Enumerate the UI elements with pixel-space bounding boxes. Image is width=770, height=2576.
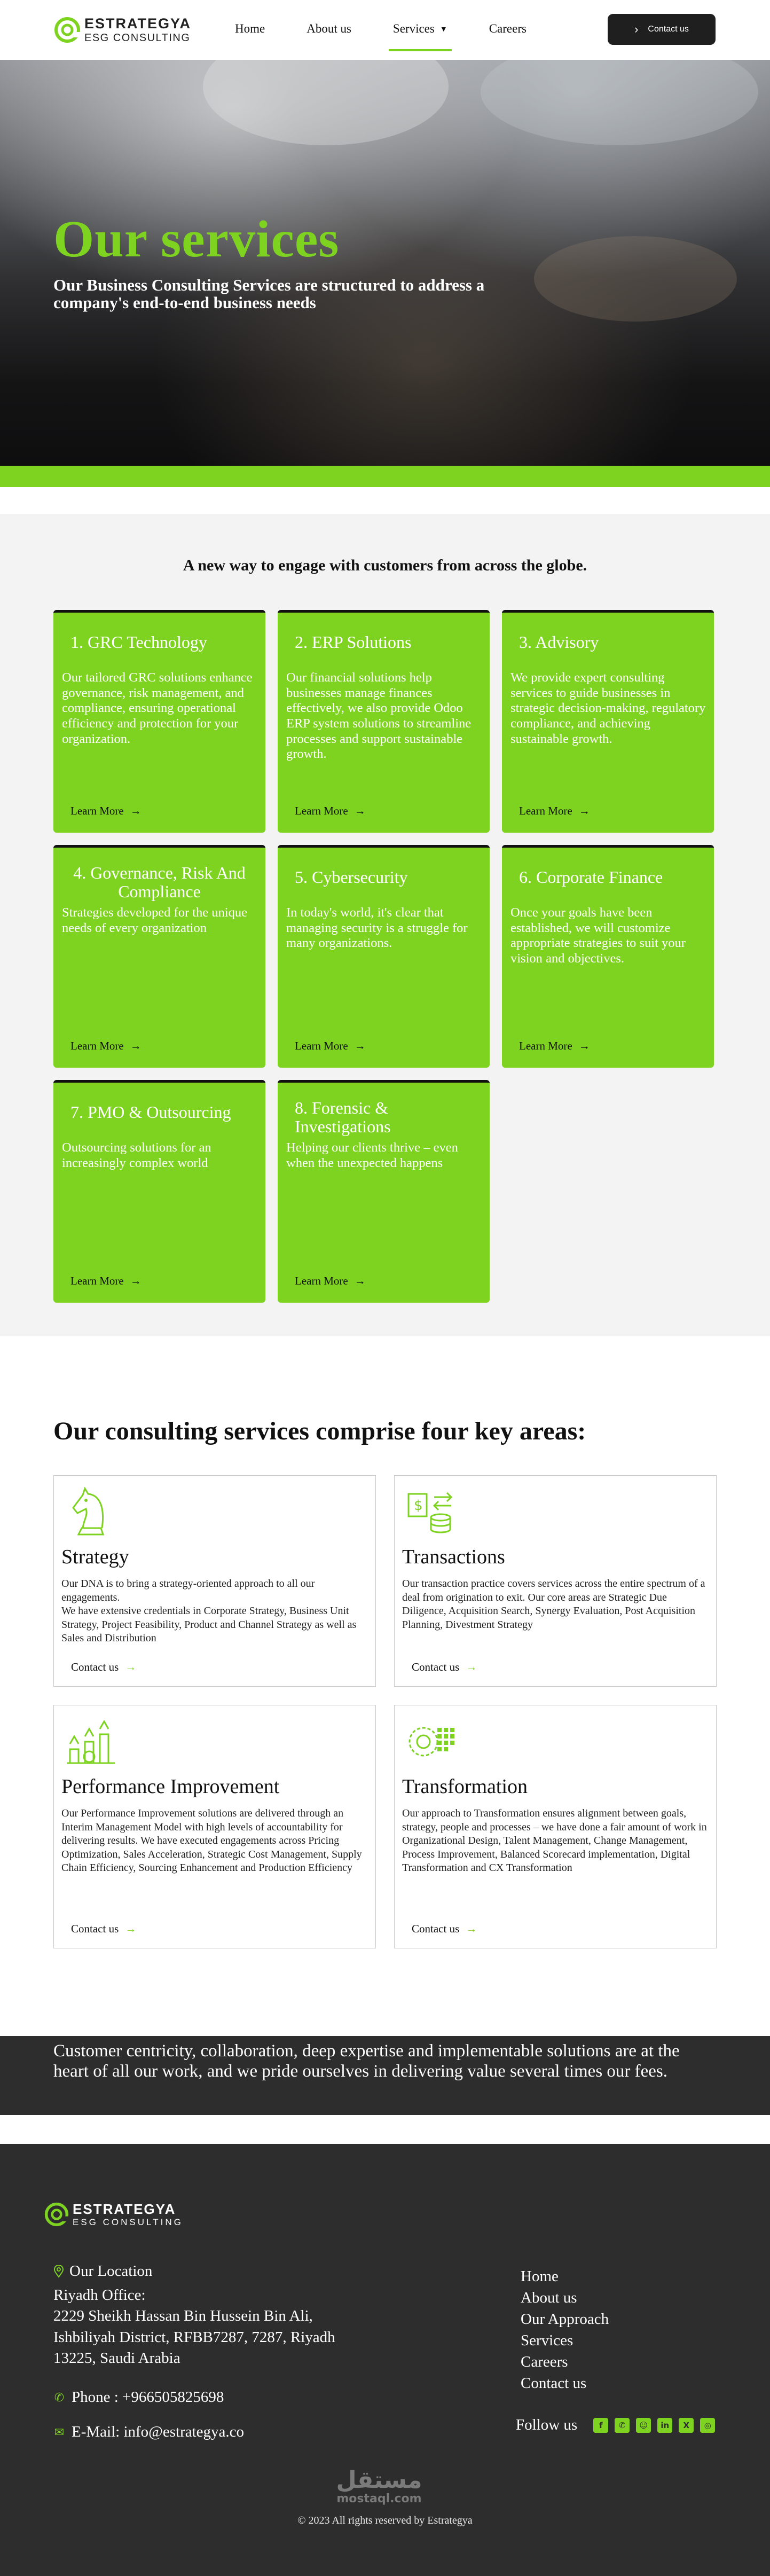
accent-band bbox=[0, 466, 770, 487]
social-icons bbox=[593, 2418, 721, 2433]
key-area-description: Our Performance Improvement solutions are delivered through an Interim Management Model with high levels of accountability for delivering results. We have executed engagements across Pricing Optimization, Sales Acceleration, Strategic Cost Management, Supply Chain Efficiency, Sourcing Enhancement and Production Efficiency bbox=[61, 1807, 362, 1874]
footer-link-contact-us[interactable]: Contact us bbox=[521, 2375, 587, 2392]
x-icon[interactable]: X bbox=[679, 2418, 694, 2433]
service-card-forensic bbox=[278, 1080, 490, 1303]
service-card-title: 2. ERP Solutions bbox=[295, 632, 412, 652]
hero-background-image bbox=[203, 60, 449, 145]
service-card-title: 1. GRC Technology bbox=[70, 632, 207, 652]
logo-tagline: ESG CONSULTING bbox=[84, 32, 191, 44]
arrow-right-icon: → bbox=[354, 1039, 366, 1052]
contact-us-link-label: Contact us bbox=[412, 1922, 460, 1935]
learn-more-label: Learn More bbox=[295, 1039, 348, 1052]
service-card-title: 8. Forensic & Investigations bbox=[295, 1098, 391, 1136]
key-area-card-strategy bbox=[53, 1475, 376, 1687]
site-header bbox=[0, 0, 770, 60]
contact-us-label: Contact us bbox=[648, 25, 689, 34]
service-card-description: Outsourcing solutions for an increasingly complex world bbox=[62, 1140, 211, 1170]
location-heading bbox=[53, 2262, 152, 2280]
footer-logo[interactable] bbox=[44, 2202, 183, 2227]
watermark-arabic: مستقل bbox=[336, 2467, 422, 2494]
value-statement bbox=[0, 2036, 770, 2115]
key-area-title: Strategy bbox=[61, 1546, 129, 1568]
logo-icon bbox=[53, 16, 81, 44]
service-card-erp bbox=[278, 610, 490, 833]
service-card-title: 3. Advisory bbox=[519, 632, 599, 652]
learn-more-link[interactable] bbox=[70, 1039, 142, 1053]
service-card-governance bbox=[53, 845, 265, 1068]
nav-services-label: Services bbox=[392, 22, 435, 35]
copyright: © 2023 All rights reserved by Estrategya bbox=[297, 2515, 473, 2526]
learn-more-link[interactable] bbox=[70, 804, 142, 818]
key-area-title: Transactions bbox=[402, 1546, 505, 1568]
hero-banner bbox=[0, 60, 770, 466]
contact-us-link[interactable] bbox=[412, 1922, 477, 1936]
contact-us-link-label: Contact us bbox=[71, 1922, 119, 1935]
learn-more-link[interactable] bbox=[295, 1039, 366, 1053]
email-text: E-Mail: info@estrategya.co bbox=[72, 2423, 245, 2440]
growth-icon bbox=[61, 1712, 120, 1771]
learn-more-label: Learn More bbox=[70, 1039, 124, 1052]
service-card-title: 4. Governance, Risk And Compliance bbox=[73, 863, 246, 901]
key-area-description: Our transaction practice covers services across the entire spectrum of a deal from origination to exit. Our core areas are Strategic Due Diligence, Acquisition Search, Synergy Evaluation, Post Acquisition Planning, Divestment Strategy bbox=[402, 1578, 705, 1631]
arrow-right-icon: → bbox=[578, 804, 590, 817]
page-title: Our services bbox=[53, 210, 340, 268]
phone-text: Phone : +966505825698 bbox=[72, 2389, 224, 2406]
footer-link-our-approach[interactable]: Our Approach bbox=[521, 2311, 609, 2328]
arrow-right-icon: → bbox=[354, 804, 366, 817]
service-card-description: Our tailored GRC solutions enhance governance, risk management, and compliance, ensuring operational efficiency and protection for your organization. bbox=[62, 670, 253, 746]
key-area-card-performance-improvement bbox=[53, 1705, 376, 1948]
value-statement-text: Customer centricity, collaboration, deep expertise and implementable solutions are at the heart of all our work, and we pride ourselves in delivering value several times our fees. bbox=[53, 2041, 680, 2081]
email-contact[interactable] bbox=[53, 2423, 244, 2441]
contact-us-button[interactable] bbox=[608, 14, 716, 45]
snapchat-icon[interactable]: ☺ bbox=[636, 2418, 651, 2433]
contact-us-link[interactable] bbox=[71, 1922, 136, 1936]
services-heading: A new way to engage with customers from across the globe. bbox=[183, 557, 587, 574]
learn-more-link[interactable] bbox=[295, 804, 366, 818]
learn-more-label: Learn More bbox=[70, 1274, 124, 1287]
logo-icon bbox=[44, 2202, 69, 2227]
instagram-icon[interactable]: ◎ bbox=[700, 2418, 715, 2433]
footer-link-home[interactable]: Home bbox=[521, 2268, 559, 2285]
logo-name: ESTRATEGYA bbox=[73, 2201, 176, 2217]
nav-home[interactable]: Home bbox=[235, 22, 265, 35]
footer-link-careers[interactable]: Careers bbox=[521, 2353, 568, 2370]
hero-background-image bbox=[481, 60, 758, 145]
key-areas-section bbox=[0, 1336, 770, 2036]
phone-contact[interactable] bbox=[53, 2389, 224, 2406]
key-area-card-transactions bbox=[394, 1475, 717, 1687]
service-card-description: In today's world, it's clear that managing security is a struggle for many organizations. bbox=[286, 905, 468, 951]
arrow-right-icon: → bbox=[130, 804, 142, 817]
contact-us-link[interactable] bbox=[412, 1661, 477, 1674]
key-areas-heading: Our consulting services comprise four key areas: bbox=[53, 1417, 586, 1445]
service-card-description: Helping our clients thrive – even when the unexpected happens bbox=[286, 1140, 458, 1170]
address-line: 13225, Saudi Arabia bbox=[53, 2350, 180, 2367]
services-section bbox=[0, 514, 770, 1336]
hero-subtitle: Our Business Consulting Services are structured to address a company's end-to-end business needs bbox=[53, 276, 485, 312]
contact-us-link-label: Contact us bbox=[71, 1661, 119, 1673]
nav-services[interactable] bbox=[393, 0, 447, 53]
main-nav bbox=[235, 0, 568, 53]
address-line: Ishbiliyah District, RFBB7287, 7287, Riyadh bbox=[53, 2328, 335, 2346]
service-card-description: Our financial solutions help businesses manage finances effectively, we also provide Odoo ERP system solutions to streamline processes and support sustainable growth. bbox=[286, 670, 472, 762]
service-card-description: Once your goals have been established, we will customize appropriate strategies to suit your vision and objectives. bbox=[510, 905, 686, 966]
office-address bbox=[53, 2285, 352, 2369]
arrow-right-icon: → bbox=[466, 1661, 477, 1673]
service-card-description: We provide expert consulting services to guide businesses in strategic decision-making, regulatory compliance, and achieving sustainable growth. bbox=[510, 670, 706, 746]
key-area-title: Transformation bbox=[402, 1775, 528, 1798]
knight-icon bbox=[61, 1482, 120, 1541]
key-area-title: Performance Improvement bbox=[61, 1775, 280, 1798]
logo-name: ESTRATEGYA bbox=[84, 15, 192, 32]
contact-us-link[interactable] bbox=[71, 1661, 136, 1674]
service-card-title: 7. PMO & Outsourcing bbox=[70, 1102, 231, 1122]
key-area-description: Our approach to Transformation ensures alignment between goals, strategy, people and processes – we have done a fair amount of work in Organizational Design, Talent Management, Change Management, Process Improvement, Balanced Scorecard implementation, Digital Transformation and CX Transformation bbox=[402, 1807, 707, 1874]
hero-background-image bbox=[534, 236, 737, 322]
arrow-right-icon: → bbox=[130, 1039, 142, 1052]
learn-more-label: Learn More bbox=[519, 1039, 572, 1052]
service-card-pmo bbox=[53, 1080, 265, 1303]
service-card-description: Strategies developed for the unique needs of every organization bbox=[62, 905, 247, 935]
footer-link-about-us[interactable]: About us bbox=[521, 2289, 577, 2306]
learn-more-label: Learn More bbox=[519, 804, 572, 817]
learn-more-link[interactable] bbox=[519, 804, 590, 818]
footer-link-services[interactable]: Services bbox=[521, 2332, 573, 2349]
learn-more-label: Learn More bbox=[70, 804, 124, 817]
key-area-card-transformation bbox=[394, 1705, 717, 1948]
linkedin-icon[interactable]: in bbox=[657, 2418, 672, 2433]
arrow-right-icon: → bbox=[578, 1039, 590, 1052]
service-card-title: 6. Corporate Finance bbox=[519, 867, 663, 887]
service-card-advisory bbox=[502, 610, 714, 833]
service-card-cybersecurity bbox=[278, 845, 490, 1068]
service-card-grc bbox=[53, 610, 265, 833]
learn-more-link[interactable] bbox=[519, 1039, 590, 1053]
watermark bbox=[326, 2469, 433, 2505]
learn-more-link[interactable] bbox=[295, 1274, 366, 1288]
learn-more-label: Learn More bbox=[295, 804, 348, 817]
learn-more-label: Learn More bbox=[295, 1274, 348, 1287]
address-line: 2229 Sheikh Hassan Bin Hussein Bin Ali, bbox=[53, 2307, 313, 2325]
transformation-icon bbox=[402, 1712, 461, 1771]
arrow-right-icon: → bbox=[354, 1274, 366, 1287]
svg-text:$: $ bbox=[414, 1498, 423, 1514]
key-area-description: Our DNA is to bring a strategy-oriented approach to all our engagements. We have extensive credentials in Corporate Strategy, Business Unit Strategy, Project Feasibility, Product and Channel Strategy as well as Sales and Distribution bbox=[61, 1578, 357, 1645]
chevron-right-icon: › bbox=[634, 22, 639, 36]
follow-us-label: Follow us bbox=[516, 2416, 578, 2433]
mail-icon: ✉ bbox=[54, 2425, 65, 2439]
nav-about-us[interactable]: About us bbox=[307, 22, 351, 35]
arrow-right-icon: → bbox=[466, 1922, 477, 1935]
site-footer bbox=[0, 2144, 770, 2576]
service-card-title: 5. Cybersecurity bbox=[295, 867, 408, 887]
nav-careers[interactable]: Careers bbox=[489, 22, 527, 35]
chevron-down-icon: ▼ bbox=[439, 26, 447, 34]
facebook-icon[interactable]: f bbox=[593, 2418, 608, 2433]
whatsapp-icon[interactable]: ✆ bbox=[615, 2418, 630, 2433]
footer-nav bbox=[521, 2266, 609, 2394]
watermark-domain: mostaql.com bbox=[336, 2492, 422, 2505]
arrow-right-icon: → bbox=[125, 1922, 137, 1935]
learn-more-link[interactable] bbox=[70, 1274, 142, 1288]
office-label: Riyadh Office: bbox=[53, 2287, 146, 2304]
location-title: Our Location bbox=[69, 2262, 153, 2280]
logo-tagline: ESG CONSULTING bbox=[73, 2217, 183, 2227]
phone-icon: ✆ bbox=[54, 2390, 65, 2404]
location-pin-icon bbox=[53, 2265, 64, 2278]
contact-us-link-label: Contact us bbox=[412, 1661, 460, 1673]
arrow-right-icon: → bbox=[125, 1661, 137, 1673]
transactions-icon bbox=[402, 1482, 461, 1541]
social-follow bbox=[516, 2416, 721, 2434]
arrow-right-icon: → bbox=[130, 1274, 142, 1287]
service-card-corporate-finance bbox=[502, 845, 714, 1068]
logo[interactable] bbox=[53, 16, 191, 44]
